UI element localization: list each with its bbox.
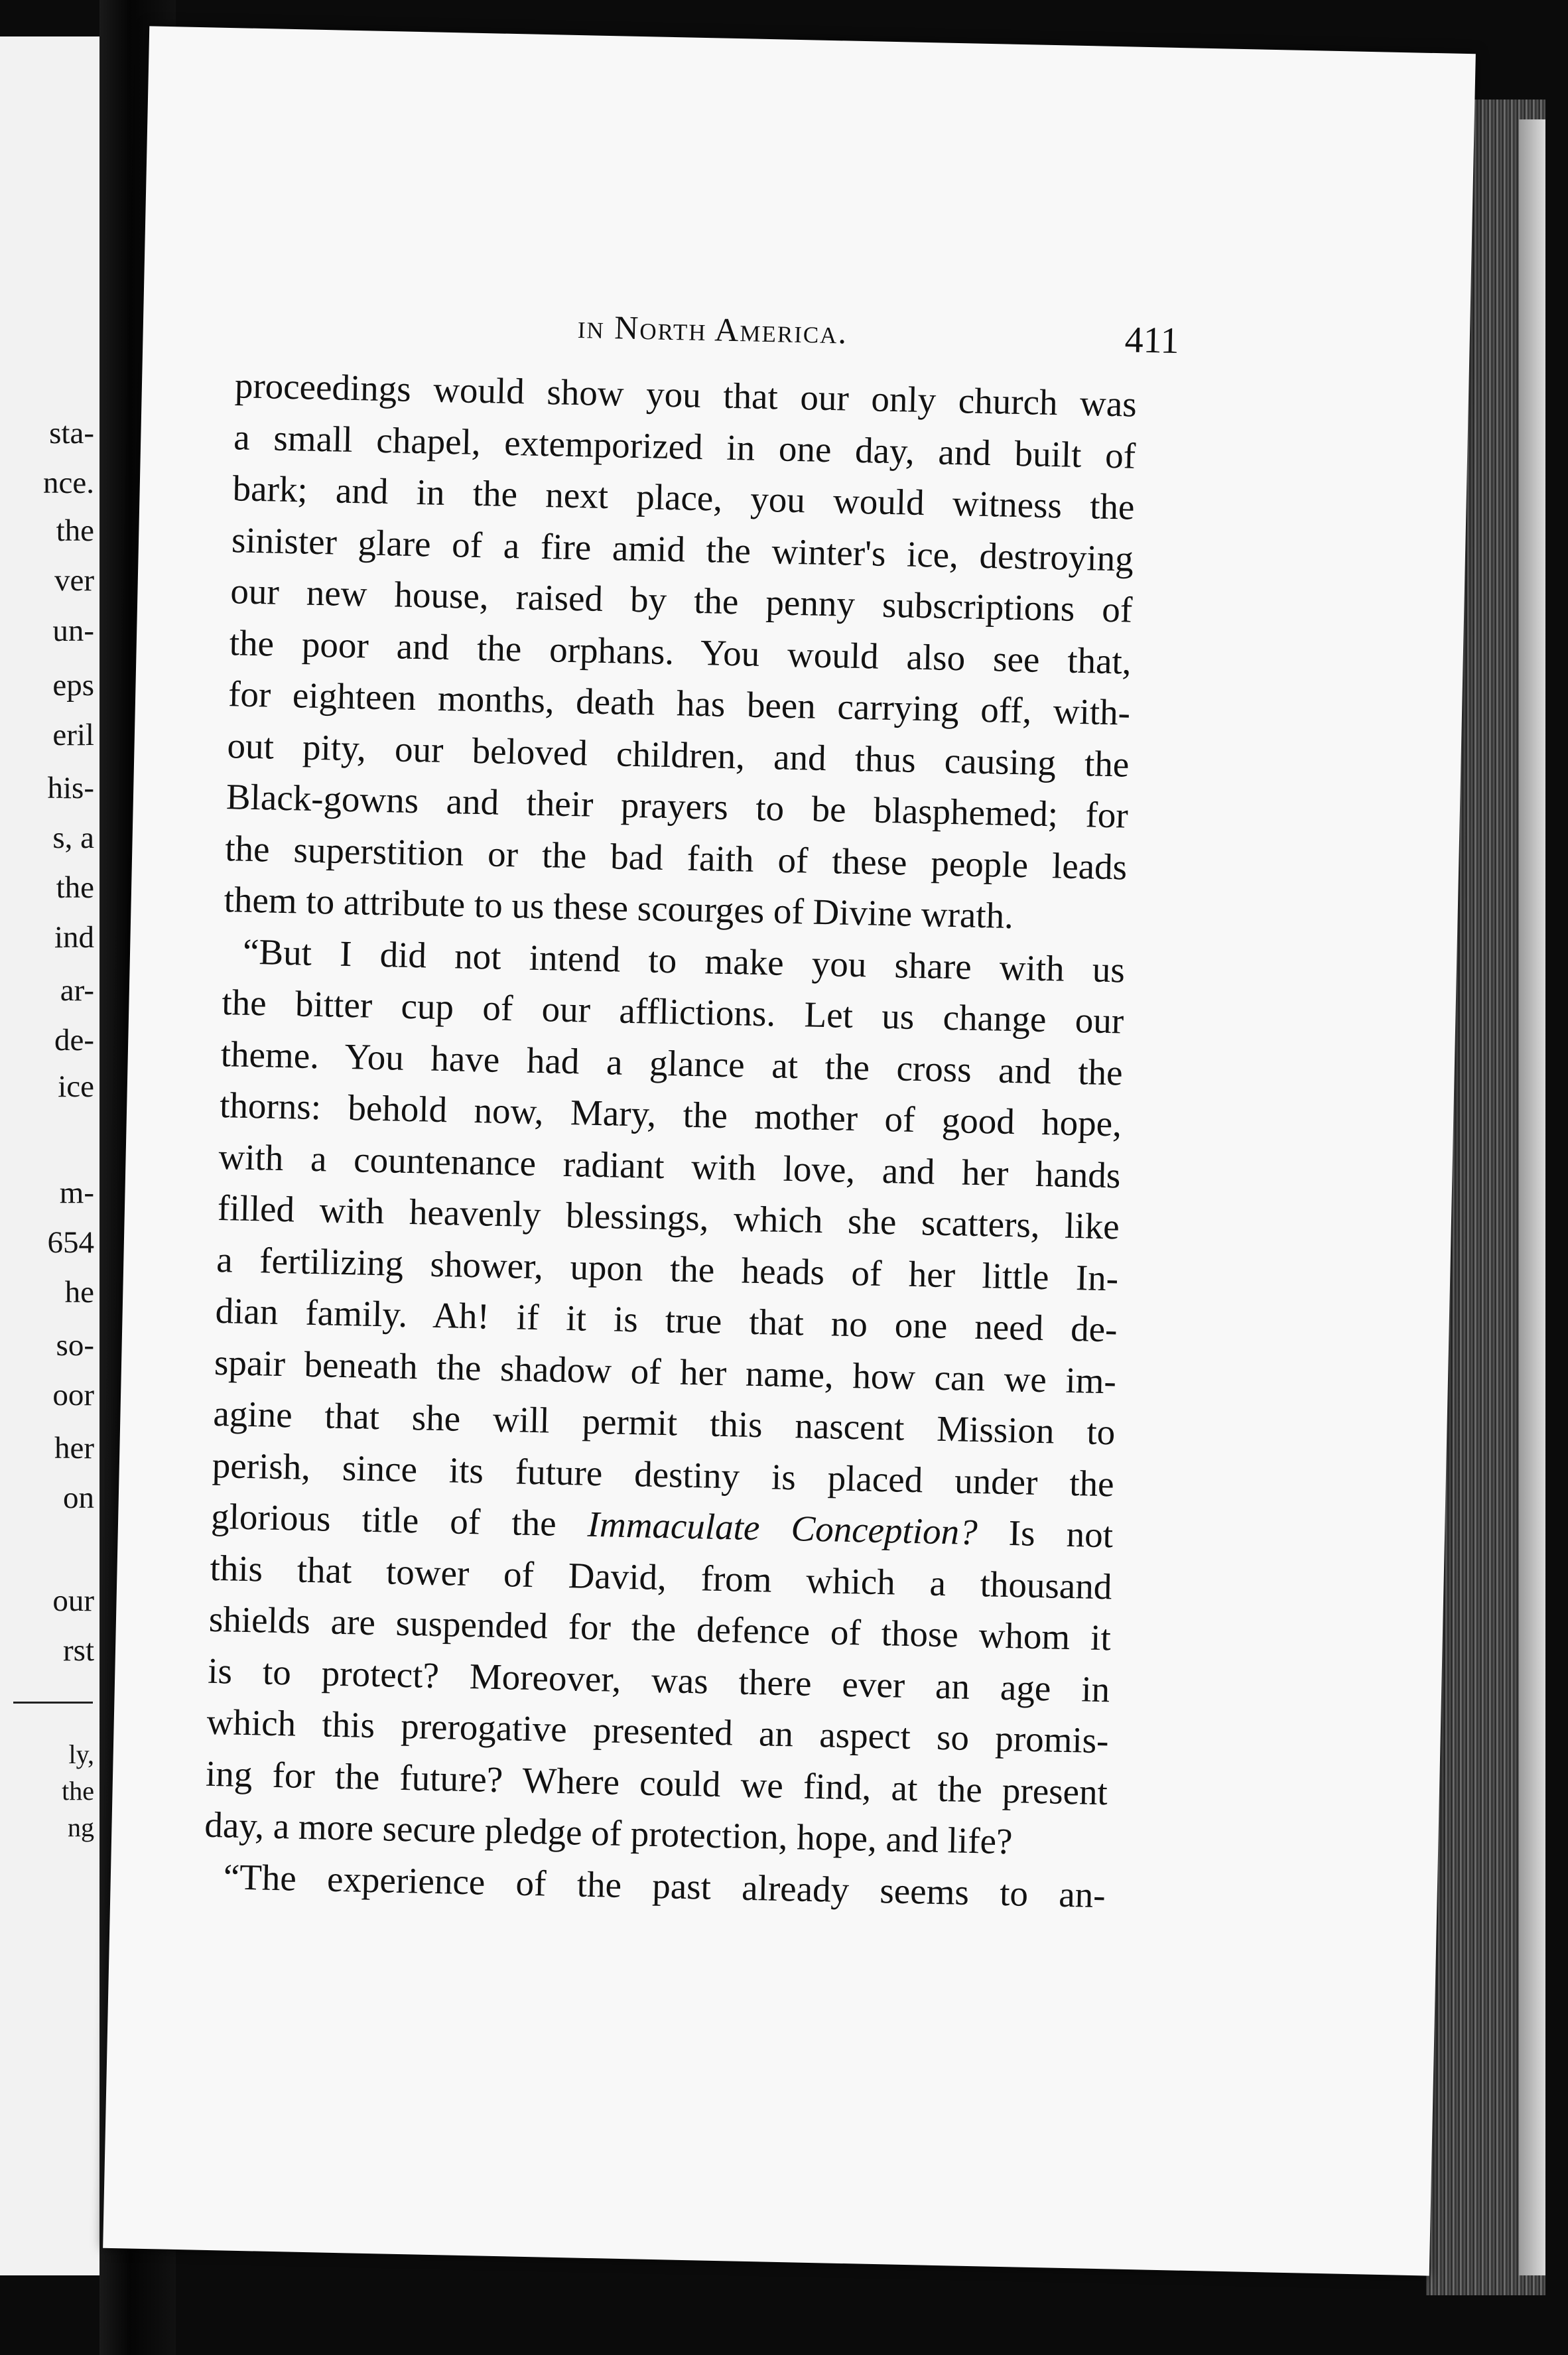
text-line: the bitter cup of our afflictions. Let us change our <box>221 982 1124 1042</box>
italic-title: Immaculate Conception? <box>587 1503 978 1553</box>
facing-page-fragment: on <box>63 1481 94 1515</box>
text-line: agine that she will permit this nascent Mission to <box>212 1392 1116 1453</box>
facing-page-fragment: m- <box>59 1176 94 1210</box>
text-line: proceedings would show you that our only church was <box>234 365 1138 425</box>
facing-page-footnote-fragment: ng <box>68 1812 94 1842</box>
facing-page-fragment: ver <box>54 563 94 598</box>
facing-page-footnote-fragment: ly, <box>68 1739 94 1769</box>
text-line: thorns: behold now, Mary, the mother of good hope, <box>219 1085 1122 1144</box>
facing-page-fragment: her <box>54 1431 94 1465</box>
facing-page-fragment: the <box>56 870 94 905</box>
facing-page-fragment: he <box>64 1275 94 1310</box>
text-line: theme. You have had a glance at the cross and the <box>220 1033 1124 1093</box>
facing-page-fragment: oor <box>52 1378 94 1412</box>
page-block-edges-light <box>1519 119 1545 2275</box>
text-line: ing for the future? Where could we find, at the present <box>205 1753 1108 1812</box>
facing-page-fragment: sta- <box>49 416 94 450</box>
book-page <box>103 26 1476 2275</box>
text-line: for eighteen months, death has been carrying off, with- <box>228 673 1131 733</box>
facing-page-fragment: nce. <box>43 466 94 500</box>
facing-page-fragment: our <box>52 1583 94 1618</box>
text-line-segment: glorious title of the <box>210 1495 588 1544</box>
facing-page-fragment: de- <box>54 1023 94 1057</box>
facing-page <box>0 36 99 2275</box>
text-line: a fertilizing shower, upon the heads of her little In- <box>216 1239 1119 1298</box>
running-head: in North America. <box>577 308 848 351</box>
text-line: spair beneath the shadow of her name, how can we im- <box>214 1341 1117 1401</box>
facing-page-fragment: eril <box>52 718 94 752</box>
text-line: sinister glare of a fire amid the winter's ice, destroying <box>231 519 1134 579</box>
footnote-rule <box>13 1702 93 1704</box>
text-line: with a countenance radiant with love, and her hands <box>218 1136 1121 1195</box>
text-line: is to protect? Moreover, was there ever an age in <box>207 1650 1110 1710</box>
facing-page-footnote-fragment: the <box>62 1776 94 1806</box>
facing-page-fragment: un- <box>52 614 94 648</box>
facing-page-fragment: so- <box>56 1328 94 1363</box>
facing-page-fragment: rst <box>63 1633 94 1668</box>
text-line: them to attribute to us these scourges of Divine wrath. <box>224 879 1014 936</box>
facing-page-fragment: eps <box>52 668 94 703</box>
text-line: out pity, our beloved children, and thus causing the <box>226 724 1130 785</box>
body-text <box>203 360 1137 1920</box>
text-line: “The experience of the past already seems to an- <box>223 1855 1106 1915</box>
facing-page-fragment: s, a <box>52 821 94 855</box>
text-line: this that tower of David, from which a thousand <box>210 1547 1113 1607</box>
text-line: a small chapel, extemporized in one day, and built of <box>233 416 1136 476</box>
facing-page-fragment: ice <box>58 1069 94 1104</box>
text-line: Black-gowns and their prayers to be blasphemed; for <box>226 776 1129 836</box>
text-line: dian family. Ah! if it is true that no one need de- <box>215 1290 1118 1350</box>
text-line: shields are suspended for the defence of those whom it <box>208 1598 1112 1658</box>
page-number: 411 <box>1124 319 1180 362</box>
facing-page-fragment: ar- <box>60 973 94 1008</box>
facing-page-fragment: 654 <box>47 1225 94 1260</box>
text-line: day, a more secure pledge of protection, hope, and life? <box>204 1804 1013 1862</box>
facing-page-fragment: ind <box>54 920 94 955</box>
text-line-segment: Is not <box>976 1512 1114 1556</box>
facing-page-fragment: the <box>56 513 94 548</box>
facing-page-fragment: his- <box>47 771 94 805</box>
text-line: the poor and the orphans. You would also see that, <box>229 622 1132 682</box>
text-line: perish, since its future destiny is placed under the <box>212 1444 1115 1504</box>
text-line: our new house, raised by the penny subscriptions of <box>229 571 1133 630</box>
text-line: bark; and in the next place, you would witness the <box>232 468 1136 527</box>
text-line: the superstition or the bad faith of these people leads <box>224 827 1128 888</box>
text-line: filled with heavenly blessings, which she scatters, like <box>217 1187 1120 1247</box>
text-line: “But I did not intend to make you share with us <box>242 931 1126 990</box>
text-line: which this prerogative presented an aspect so promis- <box>206 1701 1110 1761</box>
